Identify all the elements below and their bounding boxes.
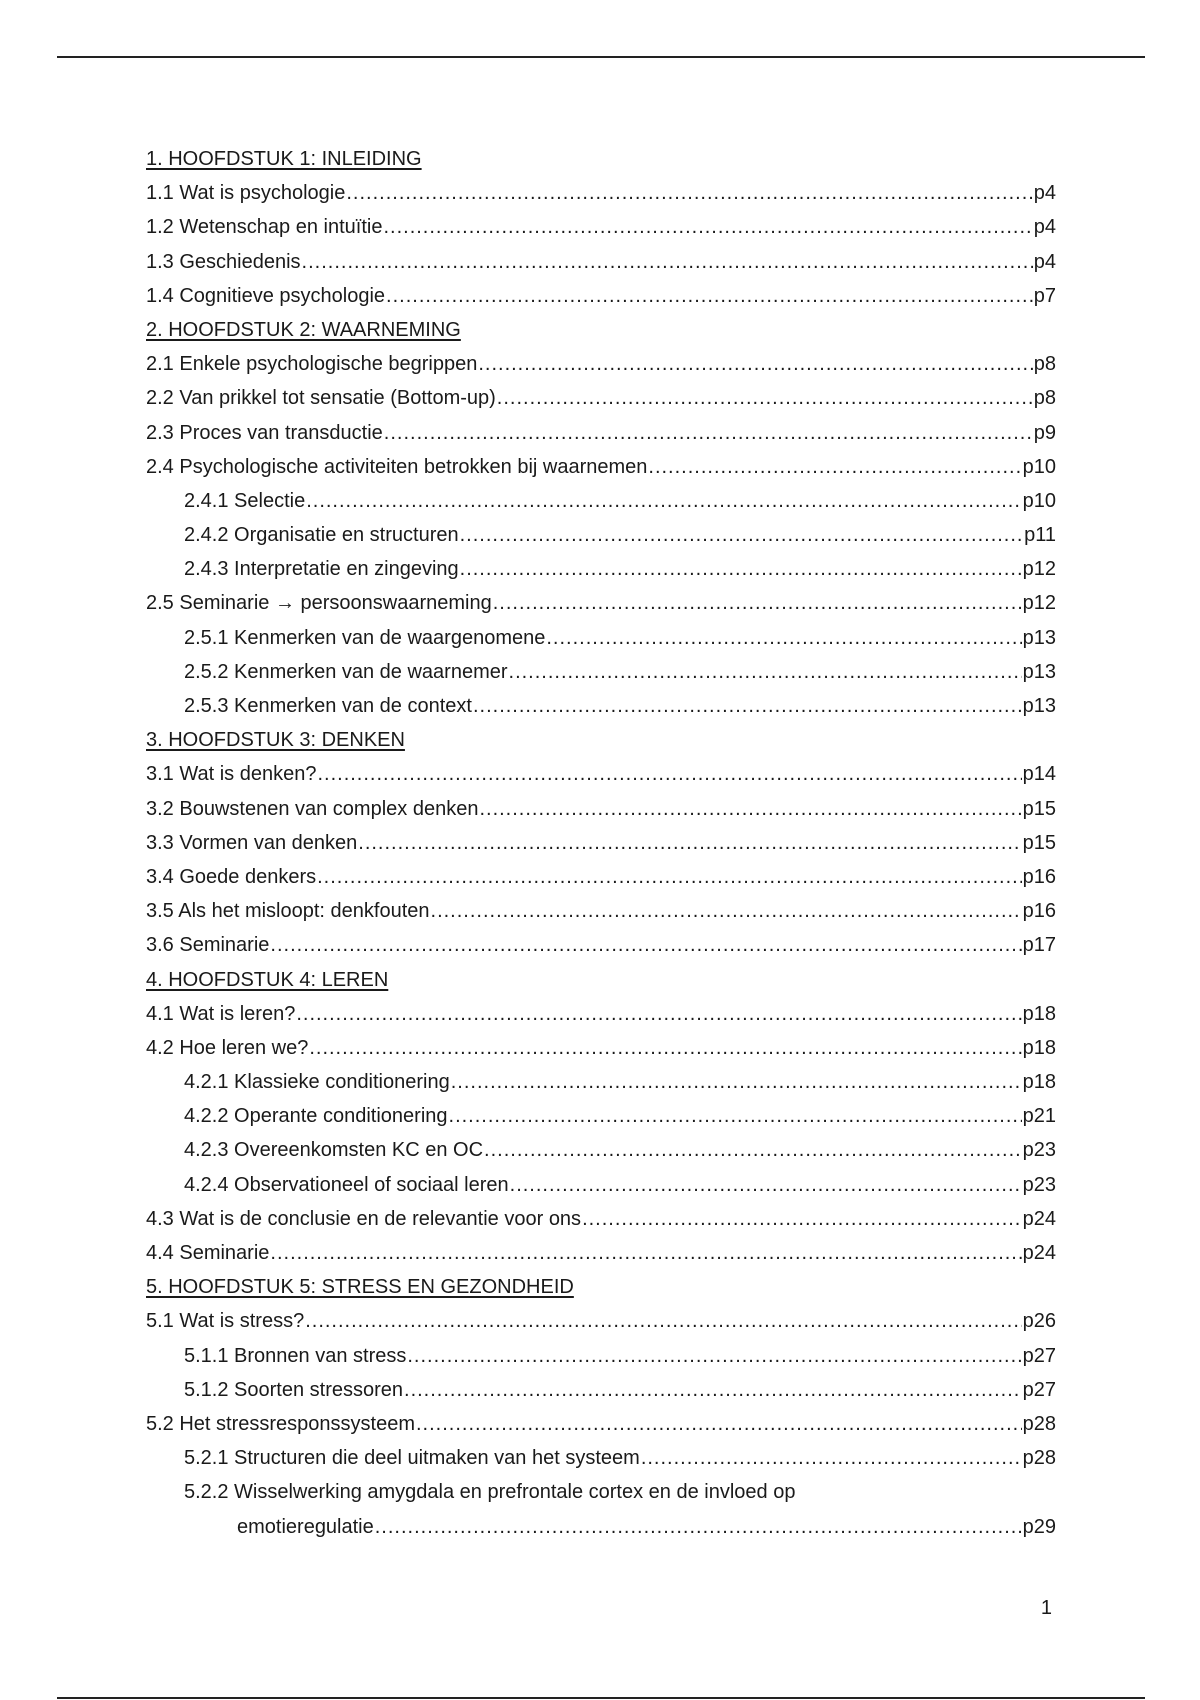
toc-section-entry [146,416,1056,450]
dot-leader [648,450,1021,484]
dot-leader [383,210,1032,244]
dot-leader [478,347,1032,381]
dot-leader [460,518,1024,552]
dot-leader [305,1304,1021,1338]
dot-leader [460,552,1022,586]
toc-page-ref: p28 [1022,1447,1056,1470]
toc-chapter-heading [146,963,1056,997]
toc-page-ref: p4 [1033,182,1056,205]
toc-entry-title: 5.2.1 Structuren die deel uitmaken van het systeem [184,1447,640,1470]
toc-page-ref: p13 [1022,695,1056,717]
toc-entry-title: 3.3 Vormen van denken [146,831,358,854]
toc-page-ref: p18 [1022,1036,1056,1059]
toc-entry-title: 4.2 Hoe leren we? [146,1036,309,1059]
dot-leader [270,928,1021,962]
toc-section-entry [146,928,1056,962]
toc-page-ref: p7 [1033,284,1056,307]
toc-section-entry [146,997,1056,1031]
chapter-heading-text: 2. HOOFDSTUK 2: WAARNEMING [146,318,461,341]
toc-subsection-entry [146,1099,1056,1133]
toc-page-ref: p16 [1022,865,1056,888]
toc-entry-title: 4.3 Wat is de conclusie en de relevantie voor ons [146,1207,582,1230]
toc-entry-title: 5.1 Wat is stress? [146,1310,305,1333]
toc-page-ref: p15 [1022,831,1056,854]
dot-leader [302,245,1033,279]
toc-page-ref: p10 [1022,455,1056,478]
toc-page-ref: p12 [1022,592,1056,615]
toc-section-entry [146,210,1056,244]
toc-page-ref: p8 [1033,353,1056,376]
chapter-heading-text: 1. HOOFDSTUK 1: INLEIDING [146,148,422,170]
toc-page-ref: p23 [1022,1173,1056,1196]
toc-section-entry [146,860,1056,894]
toc-page-ref: p11 [1024,524,1056,547]
toc-page-ref: p9 [1033,421,1056,444]
dot-leader [582,1202,1022,1236]
toc-section-entry [146,894,1056,928]
dot-leader [346,176,1032,210]
dot-leader [509,655,1022,689]
toc-entry-title: 2.1 Enkele psychologische begrippen [146,353,478,376]
toc-section-entry [146,279,1056,313]
toc-section-entry [146,245,1056,279]
toc-page-ref: p21 [1022,1105,1056,1128]
dot-leader [479,792,1021,826]
dot-leader [358,826,1021,860]
toc-entry-title: 1.3 Geschiedenis [146,250,301,273]
toc-subsection-entry [146,1168,1056,1202]
toc-page-ref: p10 [1022,489,1056,512]
chapter-heading-text: 5. HOOFDSTUK 5: STRESS EN GEZONDHEID [146,1276,574,1299]
dot-leader [384,416,1033,450]
dot-leader [431,894,1022,928]
dot-leader [497,381,1033,415]
toc-entry-title: 3.6 Seminarie [146,934,270,957]
toc-entry-title: 4.2.3 Overeenkomsten KC en OC [184,1139,484,1162]
page-number: 1 [1040,1597,1052,1619]
toc-subsection-entry [146,621,1056,655]
dot-leader [510,1168,1022,1202]
toc-page-ref: p12 [1022,558,1056,581]
dot-leader [404,1373,1022,1407]
table-of-contents [146,142,1056,1544]
toc-entry-title: 3.1 Wat is denken? [146,763,317,786]
dot-leader [386,279,1033,313]
chapter-heading-text: 3. HOOFDSTUK 3: DENKEN [146,729,405,752]
toc-entry-title: 5.2 Het stressresponssysteem [146,1412,415,1435]
dot-leader [317,757,1021,791]
toc-page-ref: p27 [1022,1344,1056,1367]
dot-leader [317,860,1022,894]
toc-entry-title: 5.1.2 Soorten stressoren [184,1378,404,1401]
top-rule [57,56,1145,58]
toc-page-ref: p18 [1022,1002,1056,1025]
toc-chapter-heading [146,1270,1056,1304]
bottom-rule [57,1697,1145,1699]
toc-section-entry [146,347,1056,381]
dot-leader [375,1510,1022,1544]
toc-subsection-entry [146,655,1056,689]
toc-entry-title: 4.2.1 Klassieke conditionering [184,1071,450,1094]
toc-entry-title: 3.4 Goede denkers [146,865,317,888]
toc-entry-title: 2.5.1 Kenmerken van de waargenomene [184,626,546,649]
toc-entry-title: 2.2 Van prikkel tot sensatie (Bottom-up) [146,387,496,410]
toc-entry-title: 2.5.3 Kenmerken van de context [184,695,472,717]
toc-subsection-entry [146,552,1056,586]
toc-subsection-entry [146,1065,1056,1099]
toc-entry-title: 4.2.4 Observationeel of sociaal leren [184,1173,509,1196]
toc-entry-title: 3.2 Bouwstenen van complex denken [146,797,479,820]
toc-page-ref: p8 [1033,387,1056,410]
toc-page-ref: p23 [1022,1139,1056,1162]
chapter-heading-text: 4. HOOFDSTUK 4: LEREN [146,968,389,991]
toc-page-ref: p18 [1022,1071,1056,1094]
dot-leader [407,1339,1021,1373]
toc-entry-title: 4.1 Wat is leren? [146,1002,296,1025]
toc-subsection-entry [146,484,1056,518]
toc-section-entry [146,792,1056,826]
dot-leader [493,586,1022,620]
toc-subsection-entry [146,1373,1056,1407]
toc-section-entry [146,757,1056,791]
toc-section-entry [146,450,1056,484]
toc-page-ref: p14 [1022,763,1056,786]
dot-leader [449,1099,1022,1133]
dot-leader [451,1065,1022,1099]
toc-page-ref: p24 [1022,1242,1056,1264]
toc-entry-title: 5.2.2 Wisselwerking amygdala en prefrontale cortex en de invloed op [184,1481,796,1504]
toc-page-ref: p13 [1022,626,1056,649]
toc-chapter-heading [146,723,1056,757]
toc-entry-title: 2.5.2 Kenmerken van de waarnemer [184,660,508,683]
toc-page-ref: p27 [1022,1378,1056,1401]
toc-section-entry [146,176,1056,210]
toc-entry-title: 2.4.1 Selectie [184,489,306,512]
toc-entry-title: 2.4.3 Interpretatie en zingeving [184,558,459,581]
dot-leader [309,1031,1021,1065]
toc-entry-title: 2.4 Psychologische activiteiten betrokken bij waarnemen [146,455,648,478]
toc-subsection-entry [146,1133,1056,1167]
toc-section-entry [146,1202,1056,1236]
dot-leader [484,1133,1022,1167]
toc-page-ref: p26 [1022,1310,1056,1333]
toc-page-ref: p13 [1022,660,1056,683]
dot-leader [306,484,1021,518]
toc-subsection-entry [146,1475,1056,1509]
toc-section-entry [146,1407,1056,1441]
toc-entry-title: emotieregulatie [237,1515,374,1538]
dot-leader [270,1236,1021,1270]
dot-leader [416,1407,1022,1441]
dot-leader [641,1441,1022,1475]
toc-entry-title: 1.4 Cognitieve psychologie [146,284,386,307]
toc-entry-title: 2.3 Proces van transductie [146,421,383,444]
toc-chapter-heading [146,142,1056,176]
toc-entry-title: 3.5 Als het misloopt: denkfouten [146,900,430,923]
dot-leader [546,621,1021,655]
toc-entry-title: 1.2 Wetenschap en intuïtie [146,216,383,239]
toc-section-entry [146,381,1056,415]
toc-page-ref: p29 [1022,1515,1056,1538]
toc-page-ref: p4 [1033,216,1056,239]
toc-entry-title: 5.1.1 Bronnen van stress [184,1344,407,1367]
toc-entry-title: 4.2.2 Operante conditionering [184,1105,448,1128]
toc-page-ref: p28 [1022,1412,1056,1435]
toc-entry-title: 1.1 Wat is psychologie [146,182,346,205]
toc-section-entry [146,586,1056,620]
toc-entry-title: 4.4 Seminarie [146,1242,270,1264]
toc-section-entry [146,1304,1056,1338]
dot-leader [296,997,1021,1031]
toc-entry-title: 2.4.2 Organisatie en structuren [184,524,459,547]
toc-page-ref: p16 [1022,900,1056,923]
dot-leader [473,689,1022,723]
toc-entry-title: 2.5 Seminarie → persoonswaarneming [146,592,492,615]
toc-section-entry [146,1236,1056,1270]
toc-page-ref: p4 [1033,250,1056,273]
toc-subsection-entry [146,1441,1056,1475]
toc-subsection-entry [146,518,1056,552]
toc-subsection-entry [146,1510,1056,1544]
toc-page-ref: p17 [1022,934,1056,957]
toc-subsection-entry [146,689,1056,723]
toc-section-entry [146,1031,1056,1065]
toc-page-ref: p24 [1022,1207,1056,1230]
toc-section-entry [146,826,1056,860]
toc-page-ref: p15 [1022,797,1056,820]
toc-chapter-heading [146,313,1056,347]
toc-subsection-entry [146,1339,1056,1373]
